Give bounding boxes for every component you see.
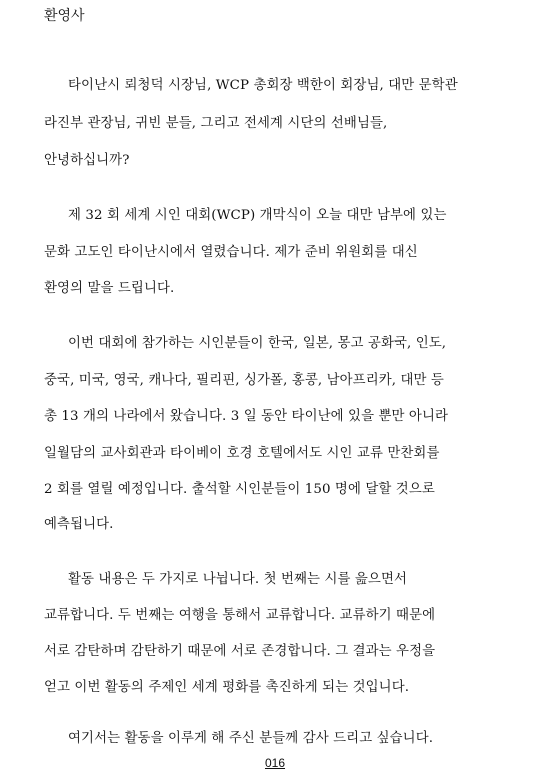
text-line: 활동 내용은 두 가지로 나뉩니다. 첫 번째는 시를 읊으면서: [68, 572, 408, 587]
text-line: 중국, 미국, 영국, 캐나다, 필리핀, 싱가폴, 홍콩, 남아프리카, 대만 등: [44, 373, 444, 388]
text-line: 2 회를 열릴 예정입니다. 출석할 시인분들이 150 명에 달할 것으로: [44, 482, 435, 497]
text-line: 서로 감탄하며 감탄하기 때문에 서로 존경합니다. 그 결과는 우정을: [44, 644, 436, 659]
text-line: 환영의 말을 드립니다.: [44, 281, 175, 296]
text-line: 얻고 이번 활동의 주제인 세계 평화를 촉진하게 되는 것입니다.: [44, 680, 410, 695]
text-line: 제 32 회 세계 시인 대회(WCP) 개막식이 오늘 대만 남부에 있는: [68, 208, 447, 223]
text-line: 이번 대회에 참가하는 시인분들이 한국, 일본, 몽고 공화국, 인도,: [68, 336, 447, 351]
text-line: 안녕하십니까?: [44, 153, 130, 168]
text-line: 일월담의 교사회관과 타이베이 호경 호텔에서도 시인 교류 만찬회를: [44, 446, 440, 461]
text-line: 라진부 관장님, 귀빈 분들, 그리고 전세계 시단의 선배님들,: [44, 116, 388, 131]
text-line: 예측됩니다.: [44, 517, 114, 532]
text-line: 교류합니다. 두 번째는 여행을 통해서 교류합니다. 교류하기 때문에: [44, 608, 436, 623]
document-title: 환영사: [44, 8, 85, 24]
text-line: 총 13 개의 나라에서 왔습니다. 3 일 동안 타이난에 있을 뿐만 아니라: [44, 409, 449, 424]
page-number: 016: [264, 756, 286, 770]
text-line: 문화 고도인 타이난시에서 열렸습니다. 제가 준비 위원회를 대신: [44, 245, 418, 260]
text-line: 여기서는 활동을 이루게 해 주신 분들께 감사 드리고 싶습니다.: [68, 731, 434, 746]
text-line: 타이난시 뢰청덕 시장님, WCP 총회장 백한이 회장님, 대만 문학관: [68, 78, 458, 93]
